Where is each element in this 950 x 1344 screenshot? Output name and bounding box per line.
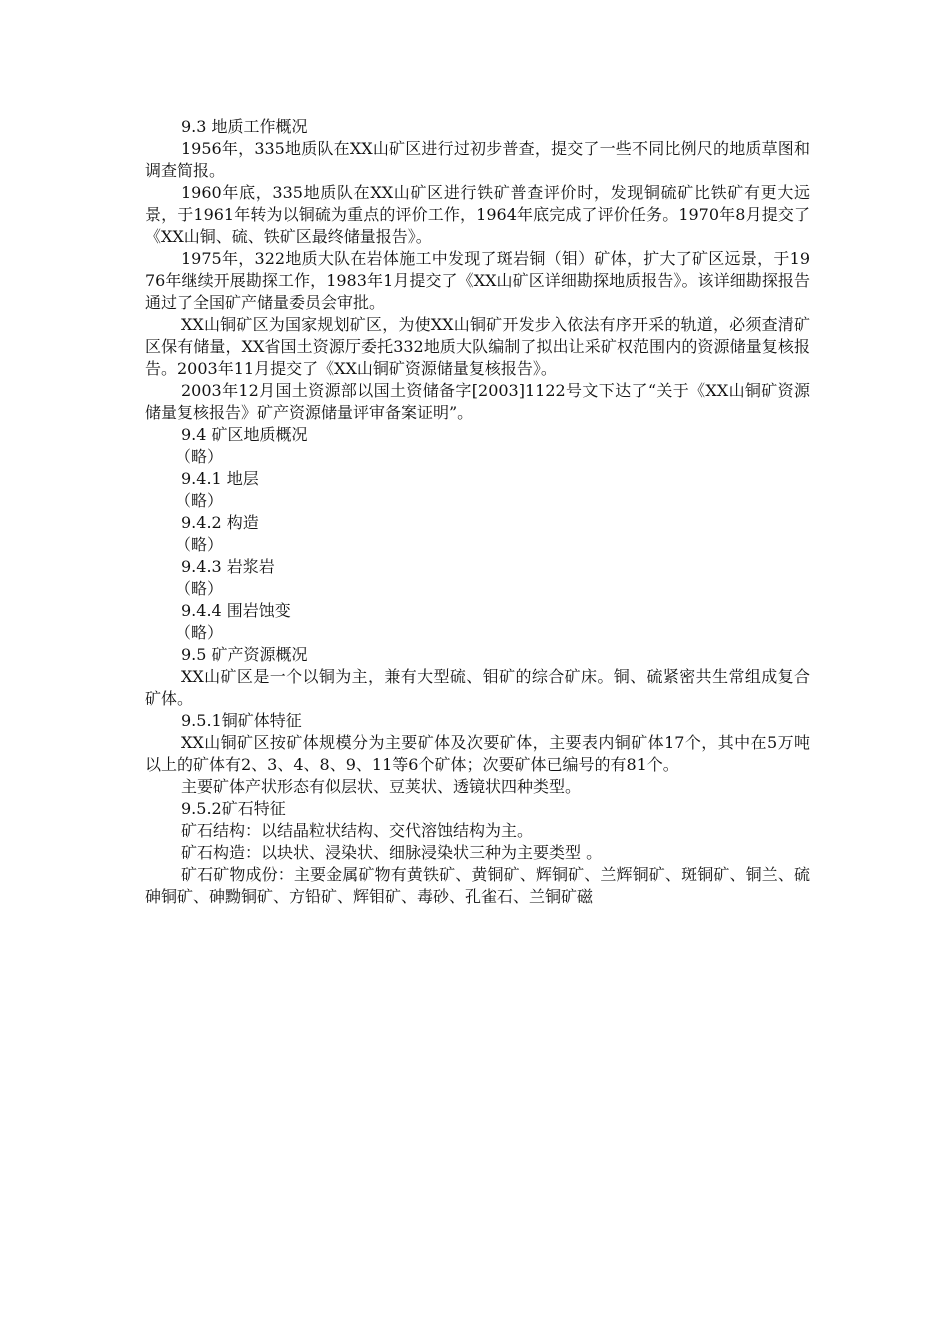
paragraph-ore-texture: 矿石结构：以结晶粒状结构、交代溶蚀结构为主。 (181, 821, 534, 840)
subsection-heading-9-5-1: 9.5.1铜矿体特征 (181, 711, 302, 730)
paragraph-1960: 1960年底，335地质队在XX山矿区进行铁矿普查评价时，发现铜硫矿比铁矿有更大远景，于1961年转为以铜硫为重点的评价工作，1964年底完成了评价任务。1970年8月提交了《XX山铜、硫、铁矿区最终储量报告》。 (145, 183, 810, 246)
omitted-note: （略） (175, 623, 224, 642)
subsection-heading-9-4-1: 9.4.1 地层 (181, 469, 259, 488)
paragraph-2003: 2003年12月国土资源部以国土资储备字[2003]1122号文下达了“关于《XX山铜矿资源储量复核报告》矿产资源储量评审备案证明”。 (145, 381, 810, 422)
section-heading-9-4: 9.4 矿区地质概况 (181, 425, 308, 444)
paragraph-deposit-summary: XX山矿区是一个以铜为主，兼有大型硫、钼矿的综合矿床。铜、硫紧密共生常组成复合矿体。 (145, 667, 810, 708)
section-heading-9-3: 9.3 地质工作概况 (181, 117, 308, 136)
paragraph-ore-minerals: 矿石矿物成份：主要金属矿物有黄铁矿、黄铜矿、辉铜矿、兰辉铜矿、斑铜矿、铜兰、硫砷铜矿、砷黝铜矿、方铅矿、辉钼矿、毒砂、孔雀石、兰铜矿磁 (145, 865, 810, 906)
omitted-note: （略） (175, 579, 224, 598)
paragraph-orebody-scale: XX山铜矿区按矿体规模分为主要矿体及次要矿体，主要表内铜矿体17个，其中在5万吨以上的矿体有2、3、4、8、9、11等6个矿体；次要矿体已编号的有81个。 (145, 733, 810, 774)
section-heading-9-5: 9.5 矿产资源概况 (181, 645, 308, 664)
paragraph-1956: 1956年，335地质队在XX山矿区进行过初步普查，提交了一些不同比例尺的地质草图和调查简报。 (145, 139, 810, 180)
subsection-heading-9-4-2: 9.4.2 构造 (181, 513, 259, 532)
omitted-note: （略） (175, 535, 224, 554)
document-page (145, 116, 810, 908)
subsection-heading-9-5-2: 9.5.2矿石特征 (181, 799, 286, 818)
subsection-heading-9-4-4: 9.4.4 围岩蚀变 (181, 601, 291, 620)
paragraph-ore-structure: 矿石构造：以块状、浸染状、细脉浸染状三种为主要类型 。 (181, 843, 603, 862)
paragraph-orebody-shape: 主要矿体产状形态有似层状、豆荚状、透镜状四种类型。 (181, 777, 582, 796)
omitted-note: （略） (175, 447, 224, 466)
omitted-note: （略） (175, 491, 224, 510)
paragraph-1975: 1975年，322地质大队在岩体施工中发现了斑岩铜（钼）矿体，扩大了矿区远景，于1976年继续开展勘探工作，1983年1月提交了《XX山矿区详细勘探地质报告》。该详细勘探报告通过了全国矿产储量委员会审批。 (145, 249, 810, 312)
subsection-heading-9-4-3: 9.4.3 岩浆岩 (181, 557, 275, 576)
paragraph-planning-area: XX山铜矿区为国家规划矿区，为使XX山铜矿开发步入依法有序开采的轨道，必须查清矿区保有储量，XX省国土资源厅委托332地质大队编制了拟出让采矿权范围内的资源储量复核报告。2003年11月提交了《XX山铜矿资源储量复核报告》。 (145, 315, 810, 378)
